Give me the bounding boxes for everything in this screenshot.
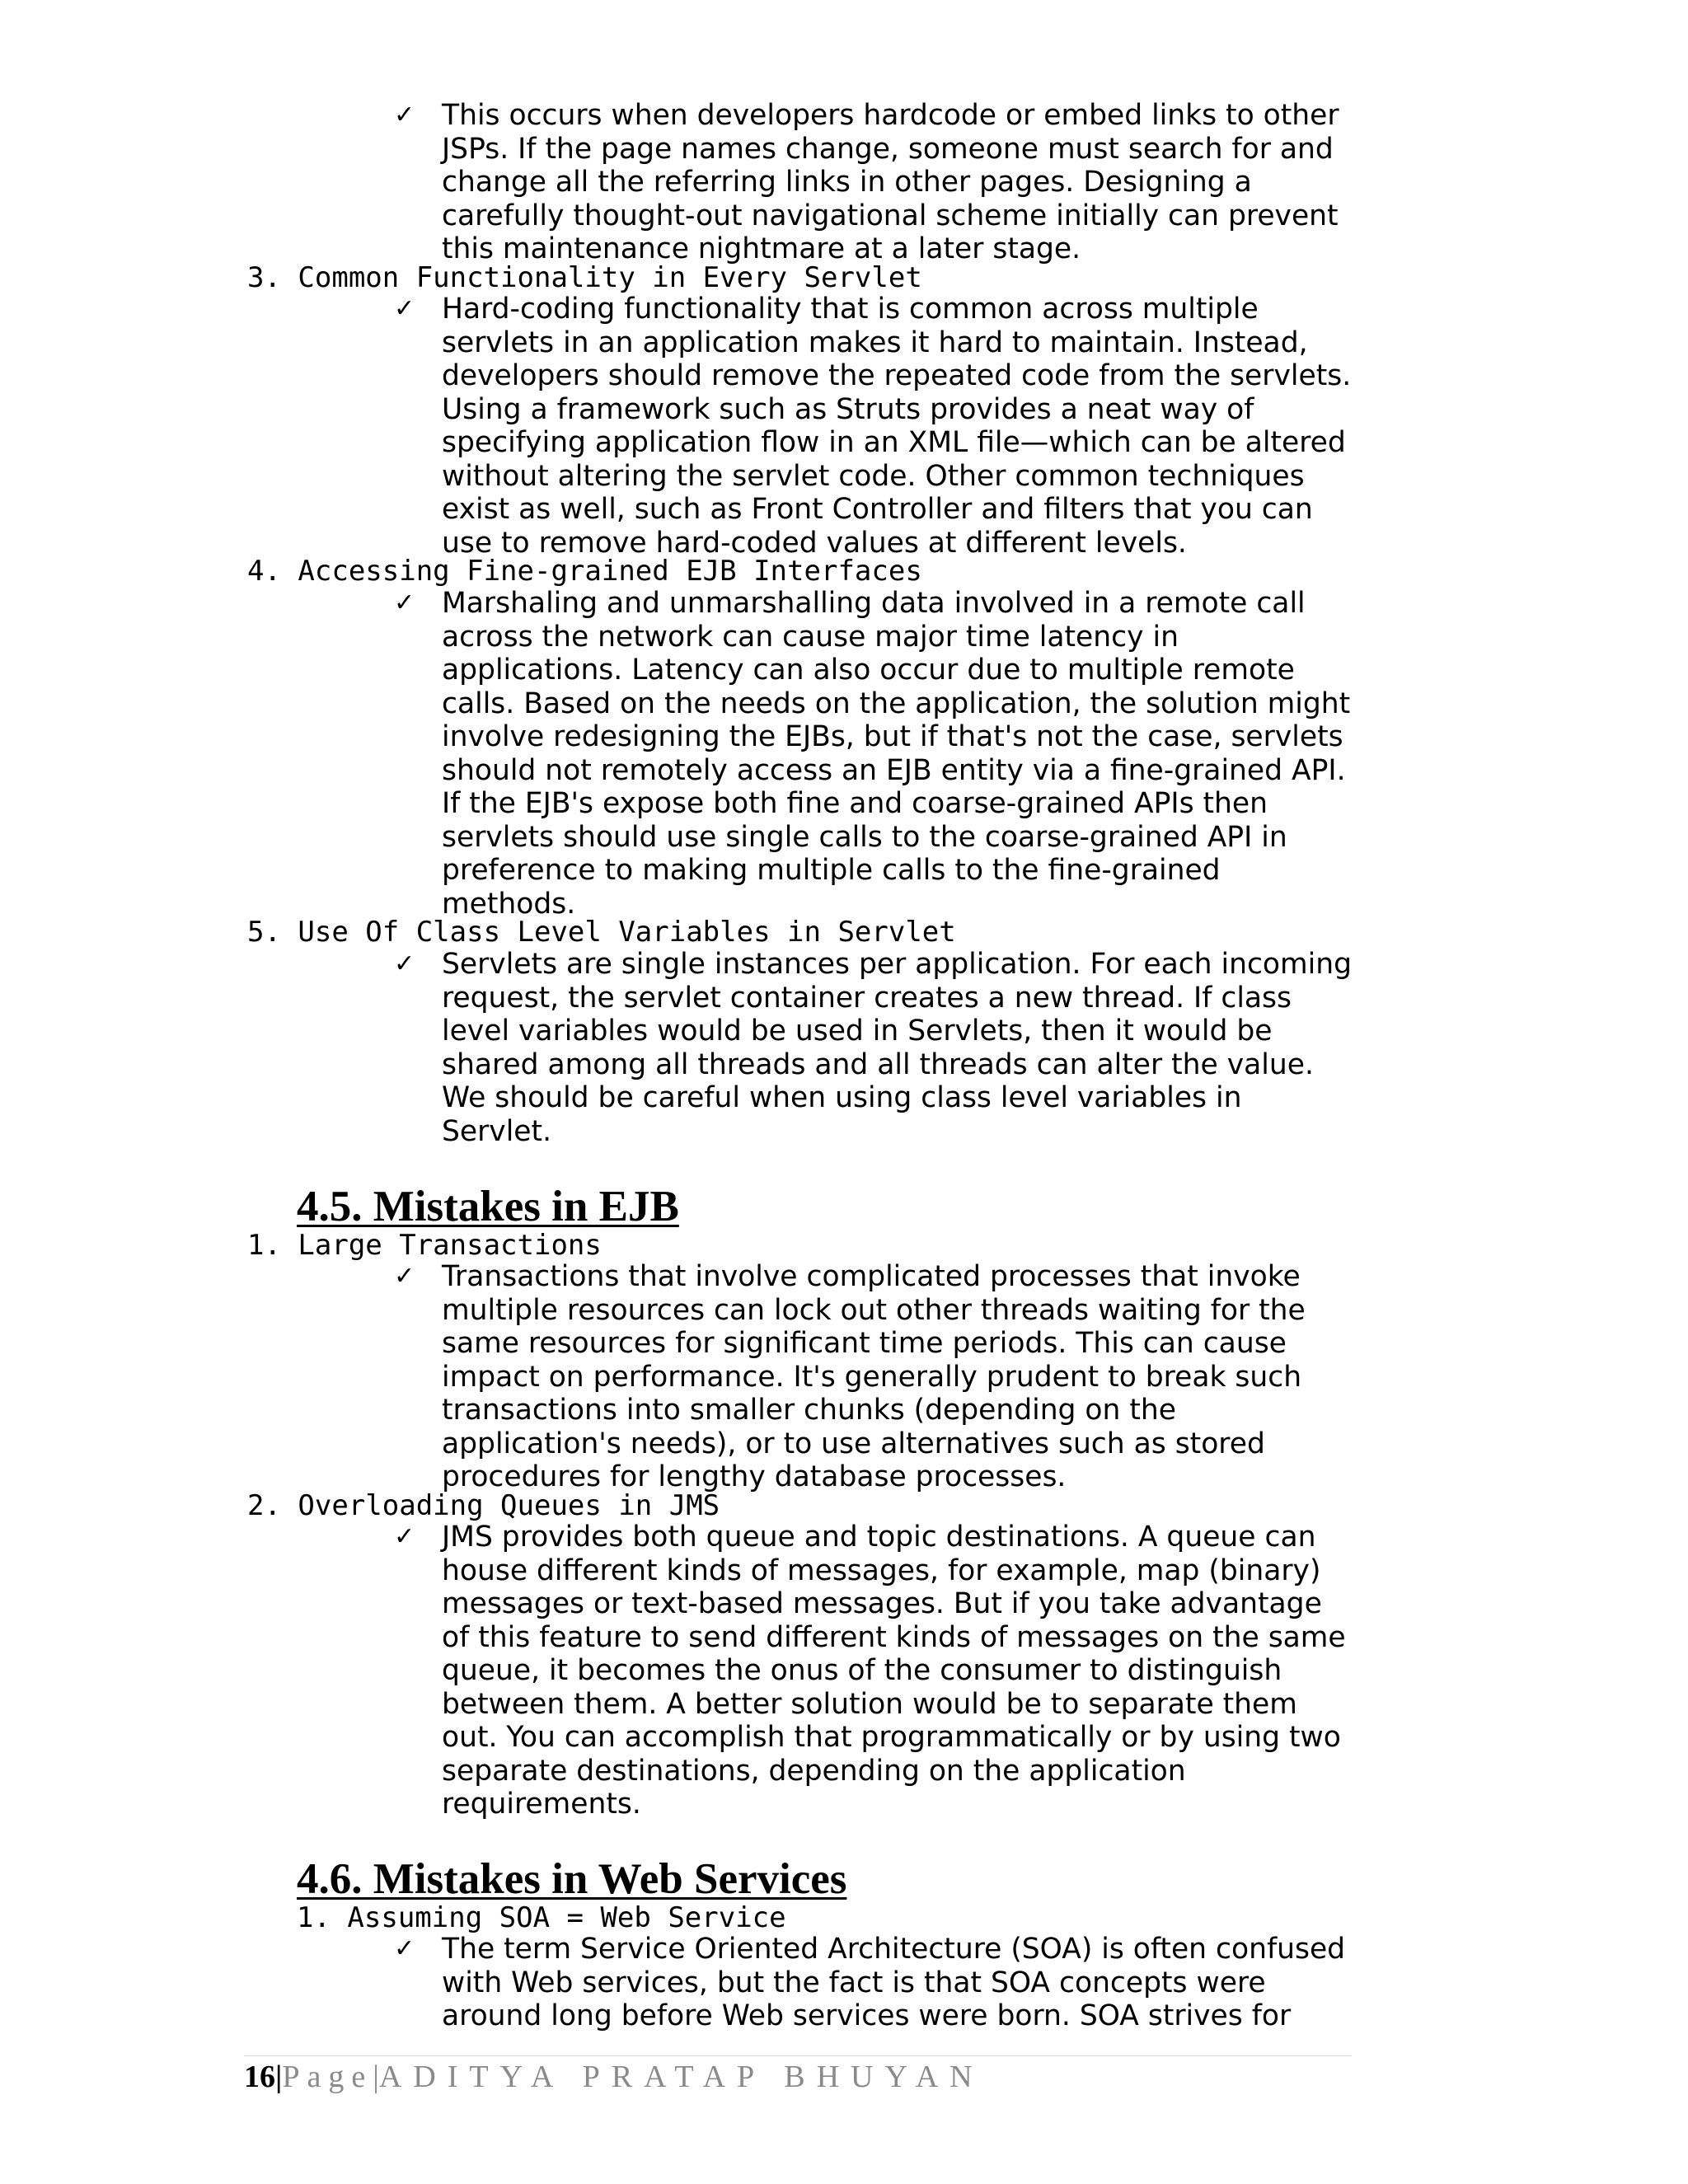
list-item [394, 587, 1354, 921]
item-heading: 5. Use Of Class Level Variables in Servlet [247, 916, 956, 949]
checkmark-icon: ✓ [394, 294, 415, 323]
item-heading: 1. Large Transactions [247, 1229, 602, 1262]
list-item [394, 948, 1354, 1148]
bullet-text: Transactions that involve complicated processes that invoke multiple resources can lock out other threads waiting for the same resources for significant time periods. This can cause impact on performance. It's generally prudent to break such transactions into smaller chunks (depending on the application's needs), or to use alternatives such as stored procedures for lengthy database processes. [442, 1260, 1306, 1493]
bullet-text: Servlets are single instances per application. For each incoming request, the servlet container creates a new thread. If class level variables would be used in Servlets, then it would be shared among all threads and all threads can alter the value. We should be careful when using class level variables in Servlet. [442, 948, 1352, 1148]
footer-separator: | [373, 2060, 379, 2094]
bullet-text: The term Service Oriented Architecture (SOA) is often confused with Web services, but the fact is that SOA concepts were around long before Web services were born. SOA strives for [442, 1933, 1346, 2032]
bullet-text: JMS provides both queue and topic destinations. A queue can house different kinds of messages, for example, map (binary) messages or text-based messages. But if you take advantage of this feature to send different kinds of messages on the same queue, it becomes the onus of the consumer to distinguish between them. A better solution would be to separate them out. You can accomplish that programmatically or by using two separate destinations, depending on the application requirements. [442, 1521, 1346, 1821]
footer-divider [244, 2055, 1352, 2056]
list-item [394, 1933, 1354, 2033]
footer-separator: | [275, 2060, 283, 2094]
item-heading: 2. Overloading Queues in JMS [247, 1489, 720, 1522]
section-heading: 4.6. Mistakes in Web Services [297, 1855, 847, 1903]
item-heading: 4. Accessing Fine-grained EJB Interfaces [247, 555, 922, 588]
checkmark-icon: ✓ [394, 949, 415, 978]
bullet-text: Marshaling and unmarshalling data involved in a remote call across the network can cause major time latency in applications. Latency can also occur due to multiple remote calls. Based on the needs on the application, the solution might involve redesigning the EJBs, but if that's not the case, servlets should not remotely access an EJB entity via a fine-grained API. If the EJB's expose both fine and coarse-grained APIs then servlets should use single calls to the coarse-grained API in preference to making multiple calls to the fine-grained methods. [442, 587, 1351, 921]
item-heading: 3. Common Functionality in Every Servlet [247, 261, 922, 294]
checkmark-icon: ✓ [394, 101, 415, 129]
checkmark-icon: ✓ [394, 1522, 415, 1551]
list-item [394, 99, 1354, 266]
page-footer [244, 2057, 984, 2097]
bullet-text: This occurs when developers hardcode or embed links to other JSPs. If the page names change, someone must search for and change all the referring links in other pages. Designing a carefully thought-out navigational scheme initially can prevent this maintenance nightmare at a later stage. [442, 99, 1339, 265]
page-label: Page [282, 2060, 373, 2094]
section-heading: 4.5. Mistakes in EJB [297, 1183, 679, 1230]
checkmark-icon: ✓ [394, 1262, 415, 1291]
list-item [394, 1260, 1354, 1494]
author-name: ADITYA PRATAP BHUYAN [378, 2060, 984, 2094]
checkmark-icon: ✓ [394, 1934, 415, 1963]
list-item [394, 1521, 1354, 1821]
checkmark-icon: ✓ [394, 588, 415, 617]
item-heading: 1. Assuming SOA = Web Service [297, 1901, 786, 1934]
page-number: 16 [244, 2060, 275, 2094]
bullet-text: Hard-coding functionality that is common across multiple servlets in an application makes it hard to maintain. Instead, developers should remove the repeated code from the servlets. Using a framework such as Struts provides a neat way of specifying application flow in an XML file—which can be altered without altering the servlet code. Other common techniques exist as well, such as Front Controller and filters that you can use to remove hard-coded values at different levels. [442, 293, 1352, 560]
list-item [394, 293, 1354, 560]
